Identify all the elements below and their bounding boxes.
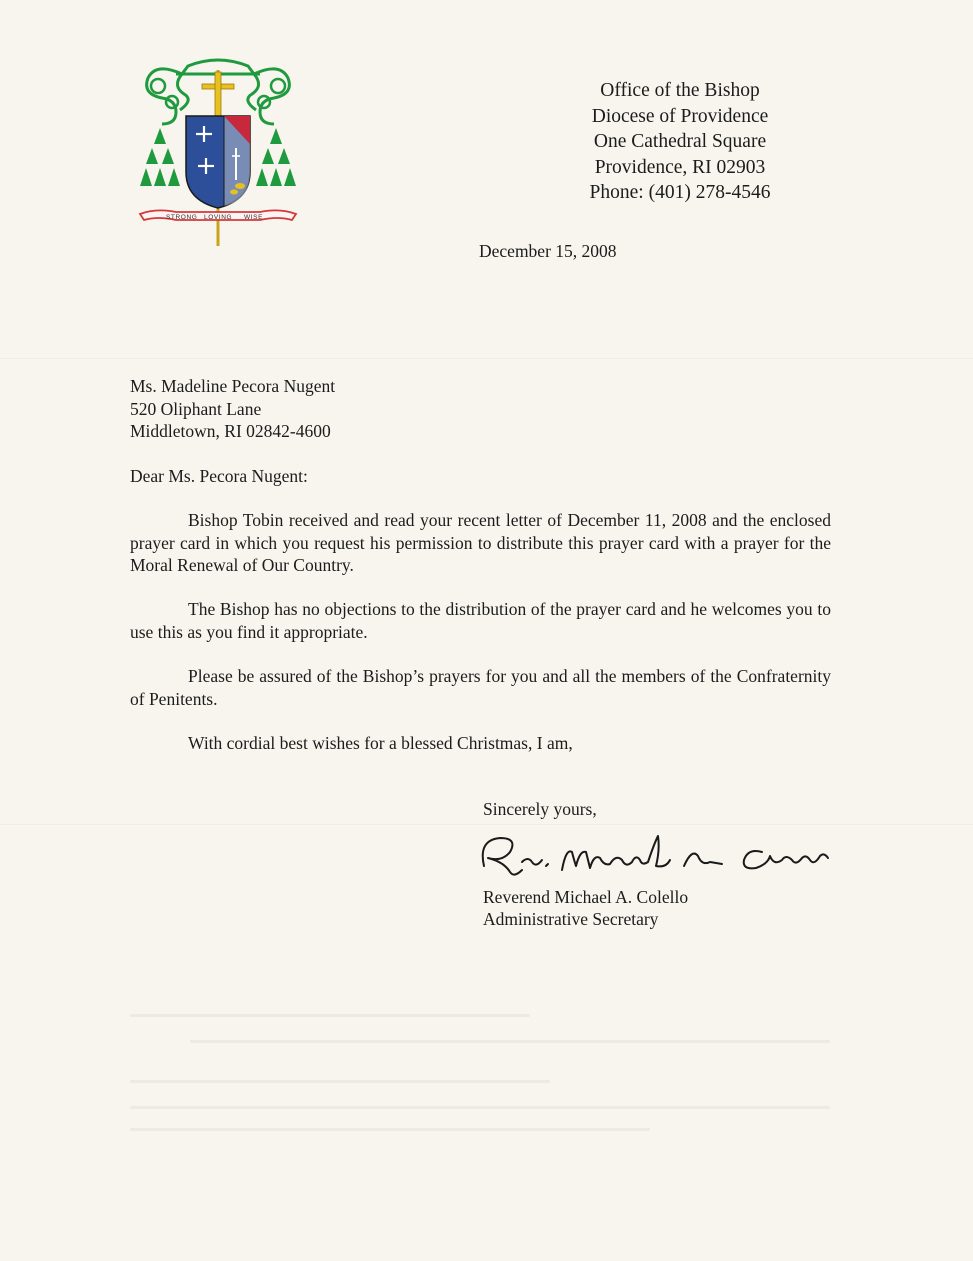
- letterhead-phone: Phone: (401) 278-4546: [589, 182, 771, 203]
- body-paragraph-1-text: Bishop Tobin received and read your recent letter of December 11, 2008 and the enclosed prayer card in which you request his permission to distribute this prayer card with a prayer for the Moral Renewal of Our Country.: [130, 510, 831, 575]
- recipient-name: Ms. Madeline Pecora Nugent: [130, 376, 336, 396]
- body-paragraph-4: With cordial best wishes for a blessed Christmas, I am,: [188, 733, 573, 753]
- bleed-through-mark: [130, 1014, 530, 1017]
- motto-word-2: LOVING: [204, 214, 233, 221]
- body-paragraph-3-text: Please be assured of the Bishop’s prayers for you and all the members of the Confraternity of Penitents.: [130, 666, 831, 709]
- recipient-city: Middletown, RI 02842-4600: [130, 421, 331, 441]
- salutation: Dear Ms. Pecora Nugent:: [130, 466, 308, 486]
- bleed-through-mark: [130, 1106, 830, 1109]
- bleed-through-mark: [190, 1040, 830, 1043]
- closing: Sincerely yours,: [483, 799, 597, 819]
- letterhead-address: [560, 78, 800, 206]
- letterhead-office: Office of the Bishop: [600, 80, 760, 101]
- body-paragraph-2: [130, 598, 831, 643]
- letterhead-street: One Cathedral Square: [593, 131, 767, 152]
- body-paragraph-2-text: The Bishop has no objections to the distribution of the prayer card and he welcomes you to use this as you find it appropriate.: [130, 599, 831, 642]
- bleed-through-mark: [130, 1128, 650, 1131]
- motto-word-1: STRONG: [166, 214, 198, 221]
- coat-of-arms: [136, 52, 300, 248]
- letter-date: December 15, 2008: [479, 241, 617, 261]
- motto-word-3: WISE: [244, 214, 264, 221]
- body-paragraph-1: [130, 509, 831, 577]
- paper-fold-top: [0, 358, 973, 360]
- signer-title: Administrative Secretary: [483, 909, 659, 929]
- body-paragraph-3: [130, 665, 831, 710]
- handwritten-signature: [470, 826, 840, 882]
- recipient-street: 520 Oliphant Lane: [130, 399, 262, 419]
- letterhead-diocese: Diocese of Providence: [591, 105, 769, 127]
- bleed-through-mark: [130, 1080, 550, 1083]
- signer-name: Reverend Michael A. Colello: [483, 887, 689, 907]
- letterhead-city: Providence, RI 02903: [594, 156, 766, 178]
